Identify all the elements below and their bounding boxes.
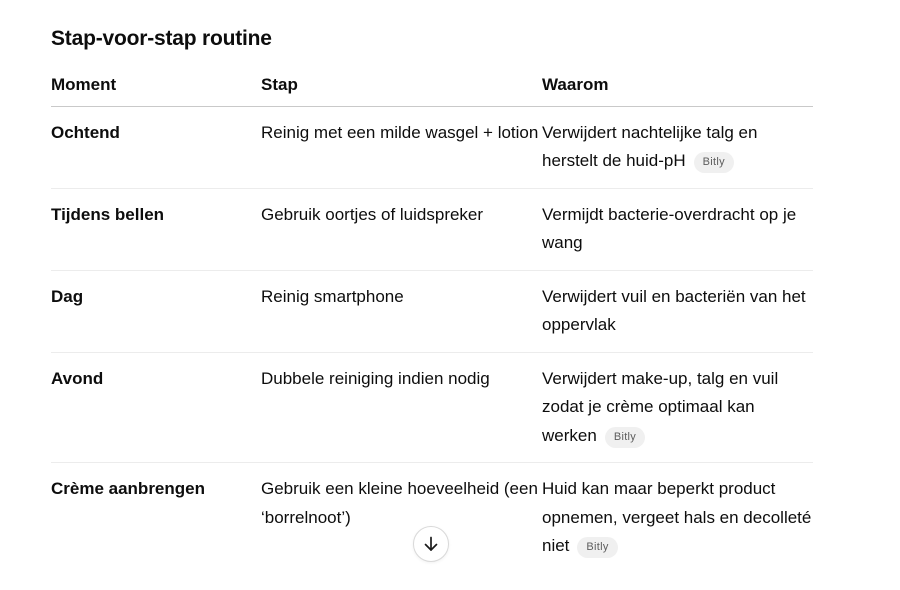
table-row [51,188,813,270]
table-row [51,270,813,352]
cell-waarom-text: Verwijdert make-up, talg en vuil zodat je crème optimaal kan werken [542,368,779,445]
table-header-row [51,66,813,106]
routine-table [51,66,813,573]
cell-waarom-text: Huid kan maar beperkt product opnemen, vergeet hals en decolleté niet [542,479,812,555]
arrow-down-icon [422,535,440,553]
scroll-down-button[interactable] [413,526,449,562]
cell-moment: Crème aanbrengen [51,479,205,498]
cell-waarom [542,106,813,188]
column-header-moment: Moment [51,66,261,106]
column-header-waarom: Waarom [542,66,813,106]
table-body [51,106,813,573]
cell-stap: Reinig smartphone [261,270,542,352]
cell-waarom-text: Verwijdert vuil en bacteriën van het oppervlak [542,286,806,334]
source-link-badge[interactable]: Bitly [577,537,617,558]
section-heading: Stap-voor-stap routine [51,27,272,50]
cell-moment: Dag [51,270,261,352]
cell-waarom [542,463,813,573]
cell-waarom [542,352,813,463]
column-header-stap: Stap [261,66,542,106]
source-link-badge[interactable]: Bitly [605,427,645,448]
cell-moment: Avond [51,352,261,463]
source-link-badge[interactable]: Bitly [694,152,734,173]
cell-waarom-text: Vermijdt bacterie-overdracht op je wang [542,204,797,252]
cell-waarom [542,270,813,352]
cell-stap: Gebruik een kleine hoeveelheid (een ‘borrelnoot’) [261,479,538,527]
table-row [51,352,813,463]
cell-stap: Reinig met een milde wasgel + lotion [261,106,542,188]
cell-stap: Dubbele reiniging indien nodig [261,352,542,463]
cell-moment: Tijdens bellen [51,188,261,270]
cell-waarom-text: Verwijdert nachtelijke talg en herstelt de huid-pH [542,122,758,170]
cell-stap: Gebruik oortjes of luidspreker [261,188,542,270]
table-row [51,106,813,188]
cell-waarom [542,188,813,270]
cell-moment: Ochtend [51,106,261,188]
